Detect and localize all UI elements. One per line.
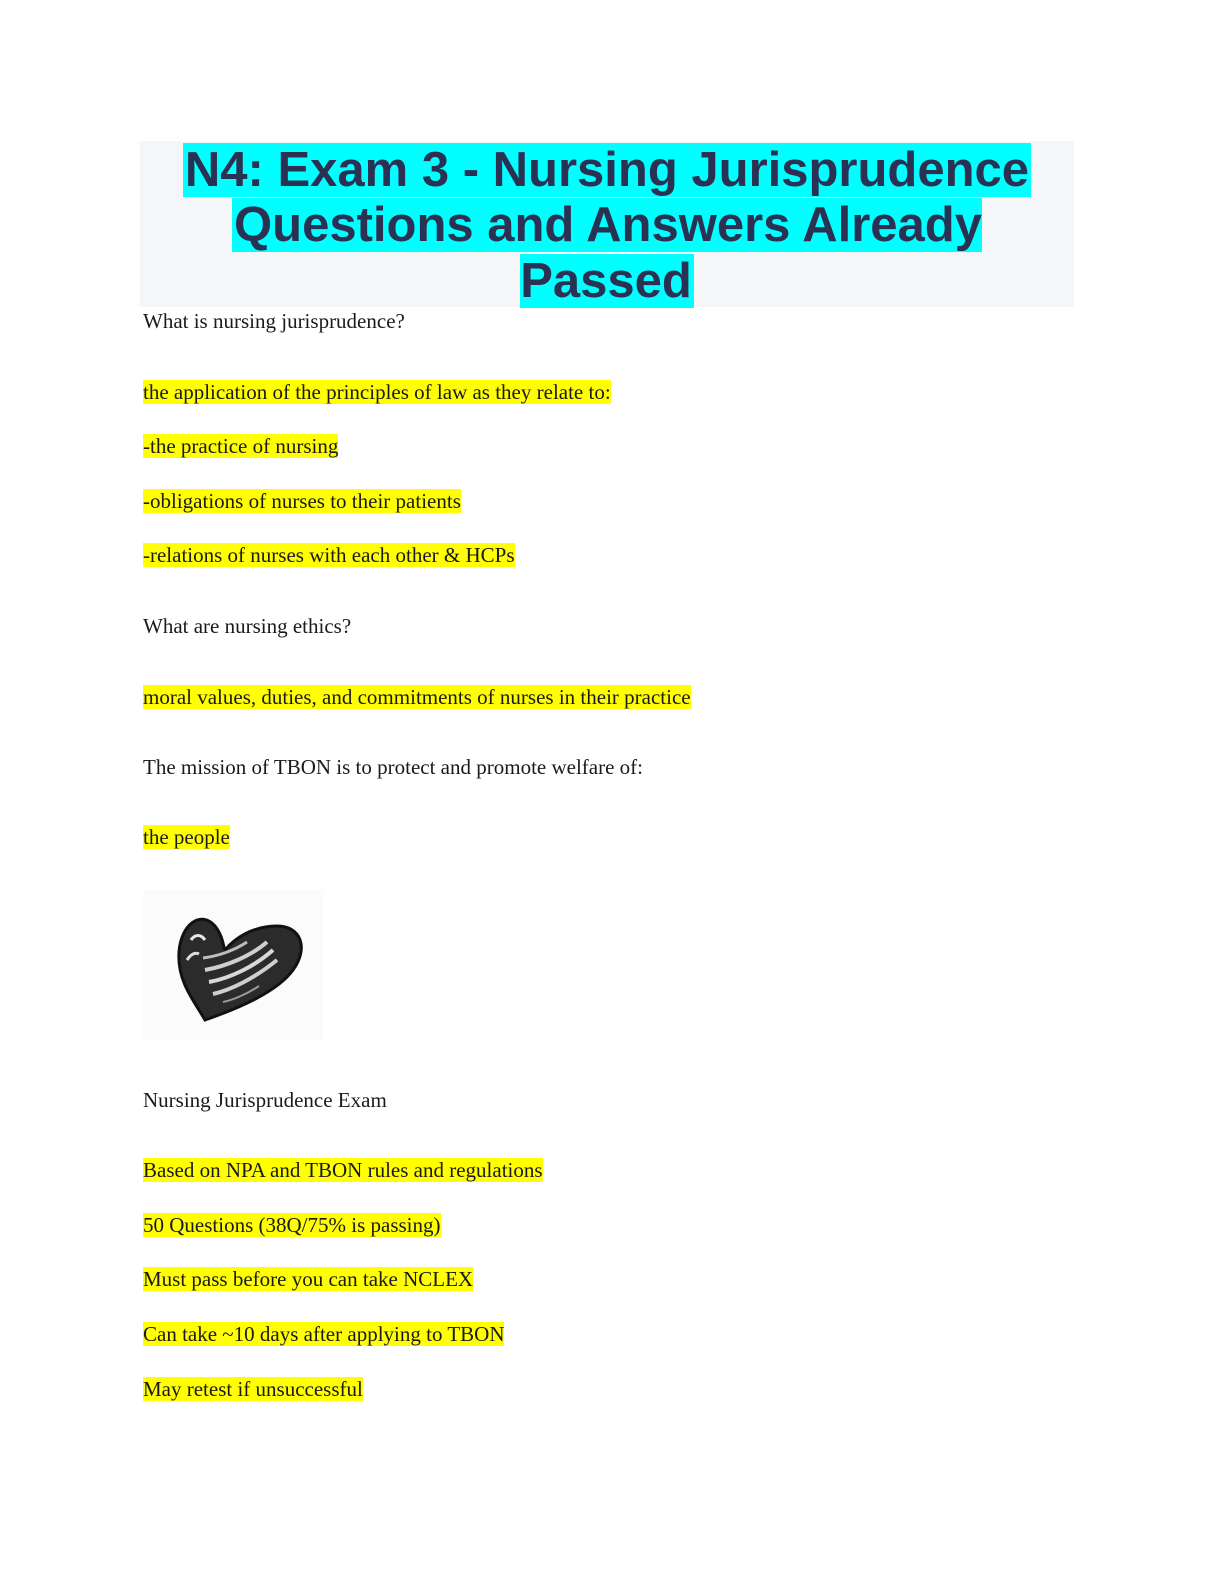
question-2: What are nursing ethics? (143, 614, 352, 638)
answer-4-line-4: Can take ~10 days after applying to TBON (143, 1322, 505, 1346)
document-title-line-2: Questions and Answers Already Passed (234, 198, 982, 308)
answer-1-line-3: -obligations of nurses to their patients (143, 489, 461, 513)
answer-4-line-5: May retest if unsuccessful (143, 1377, 363, 1401)
answer-4-line-3: Must pass before you can take NCLEX (143, 1267, 474, 1291)
answer-4-line-2: 50 Questions (38Q/75% is passing) (143, 1213, 441, 1237)
answer-1-line-1: the application of the principles of law as they relate to: (143, 380, 611, 404)
answer-2-line-1: moral values, duties, and commitments of nurses in their practice (143, 685, 691, 709)
answer-1-line-4: -relations of nurses with each other & HCPs (143, 543, 515, 567)
answer-3-line-1: the people (143, 825, 230, 849)
question-3: The mission of TBON is to protect and promote welfare of: (143, 755, 644, 779)
title-banner (140, 141, 1074, 307)
answer-1-line-2: -the practice of nursing (143, 434, 339, 458)
document-title-line-1: N4: Exam 3 - Nursing Jurisprudence (184, 143, 1030, 197)
question-1: What is nursing jurisprudence? (143, 309, 405, 333)
heart-icon (143, 890, 323, 1040)
answer-4-line-1: Based on NPA and TBON rules and regulations (143, 1158, 543, 1182)
question-4: Nursing Jurisprudence Exam (143, 1088, 387, 1112)
